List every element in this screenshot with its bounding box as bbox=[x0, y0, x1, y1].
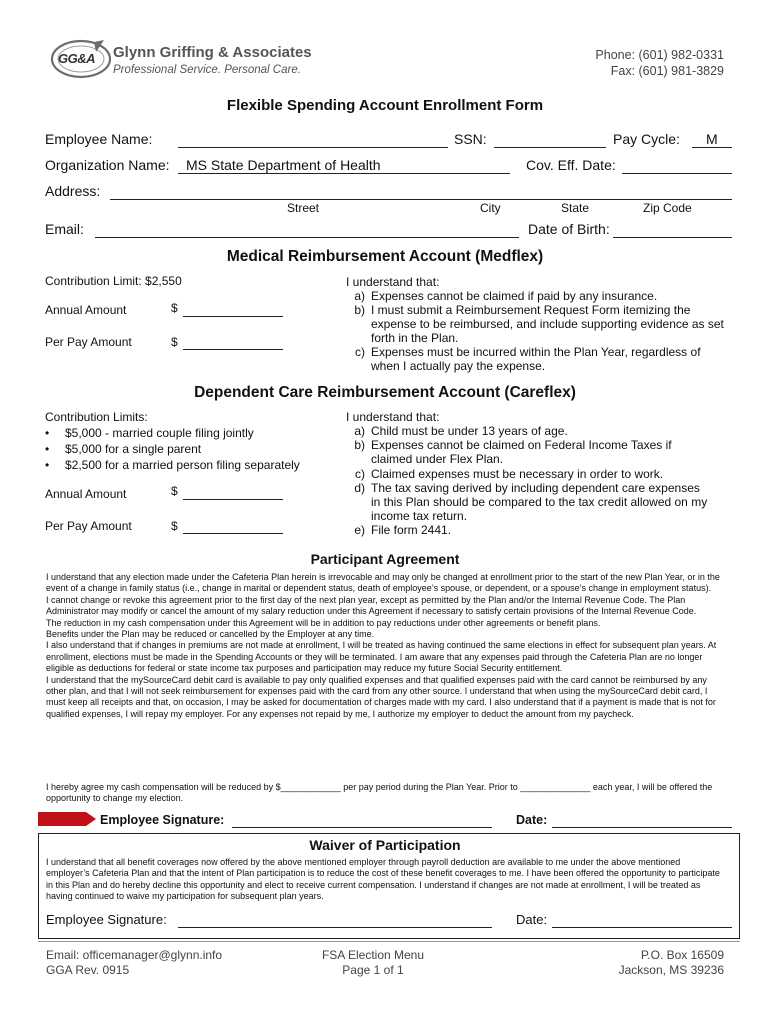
red-arrow-icon bbox=[38, 810, 98, 828]
medflex-contribution-limit: Contribution Limit: $2,550 bbox=[45, 274, 182, 288]
waiver-date-label: Date: bbox=[516, 912, 548, 927]
dob-field[interactable] bbox=[613, 237, 732, 238]
agreement-paragraph: Benefits under the Plan may be reduced or cancelled by the Employer at any time. bbox=[46, 629, 375, 640]
company-logo bbox=[50, 38, 112, 80]
company-fax: Fax: (601) 981-3829 bbox=[610, 64, 724, 78]
logo-monogram: GG&A bbox=[58, 51, 95, 66]
company-phone: Phone: (601) 982-0331 bbox=[595, 48, 724, 62]
list-label: a) bbox=[354, 289, 365, 303]
bullet-icon: • bbox=[45, 458, 50, 472]
careflex-perpay-dollar: $ bbox=[171, 519, 178, 533]
medflex-perpay-label: Per Pay Amount bbox=[45, 335, 132, 349]
list-label: e) bbox=[354, 523, 365, 537]
waiver-signature-field[interactable] bbox=[178, 927, 492, 928]
bullet-icon: • bbox=[45, 442, 50, 456]
footer-page: Page 1 of 1 bbox=[342, 963, 404, 977]
footer-menu: FSA Election Menu bbox=[321, 948, 425, 962]
waiver-date-field[interactable] bbox=[552, 927, 732, 928]
waiver-title: Waiver of Participation bbox=[309, 837, 461, 853]
careflex-title: Dependent Care Reimbursement Account (Careflex) bbox=[194, 384, 576, 401]
agreement-paragraph: The reduction in my cash compensation under this Agreement will be in addition to pay reductions under other agreements or benefit plans. bbox=[46, 617, 601, 628]
state-caption: State bbox=[561, 201, 590, 215]
agreement-paragraph: I understand that the mySourceCard debit card is available to pay only qualified expenses and that qualified expenses paid with the card cannot be reimbursed by any other plan, and that I will not seek reimbursement for expenses paid with the card from any other source. I understand that when using the mySourceCard debit card, I must keep all receipts and that, on occasion, I may be asked for documentation of charges made with my card. I also understand that if a payment is made that is not for qualified expenses, I will repay my employer. For any expenses not repaid by me, I authorize my employer to deduct the amount from my paycheck. bbox=[46, 674, 716, 719]
list-label: b) bbox=[354, 303, 365, 317]
list-text: I must submit a Reimbursement Request Form itemizing the expense to be reimbursed, and include supporting evidence as set forth in the Plan. bbox=[371, 303, 724, 345]
address-field[interactable] bbox=[110, 199, 732, 200]
list-text: Claimed expenses must be necessary in order to work. bbox=[371, 467, 664, 481]
cov-eff-date-field[interactable] bbox=[622, 173, 732, 174]
cov-eff-date-label: Cov. Eff. Date: bbox=[526, 157, 616, 173]
list-label: d) bbox=[354, 481, 365, 495]
careflex-limit-2 bbox=[45, 442, 201, 456]
agreement-body bbox=[46, 572, 724, 720]
city-caption: City bbox=[480, 201, 501, 215]
careflex-perpay-label: Per Pay Amount bbox=[45, 519, 132, 533]
limit-text: $5,000 - married couple filing jointly bbox=[65, 426, 254, 440]
careflex-annual-dollar: $ bbox=[171, 484, 178, 498]
address-label: Address: bbox=[45, 183, 101, 199]
form-title: Flexible Spending Account Enrollment Form bbox=[226, 97, 544, 114]
list-label: c) bbox=[355, 345, 365, 359]
list-text: File form 2441. bbox=[371, 523, 452, 537]
ssn-label: SSN: bbox=[454, 131, 487, 147]
pay-cycle-label: Pay Cycle: bbox=[613, 131, 680, 147]
careflex-understand: I understand that: bbox=[346, 410, 440, 424]
medflex-perpay-dollar: $ bbox=[171, 335, 178, 349]
agreement-paragraph: I also understand that if changes in premiums are not made at enrollment, I will be treated as having continued the same elections in effect for subsequent plan years. At enrollment, elections must be made in the Spending Accounts or they will be terminated. I am aware that any expenses paid through the Cafeteria Plan are no longer eligible as deductions for federal or state income tax purposes and participation may reduce my future Social Security entitlement. bbox=[46, 640, 717, 674]
medflex-annual-label: Annual Amount bbox=[45, 303, 127, 317]
dob-label: Date of Birth: bbox=[528, 221, 610, 237]
employee-signature-label: Employee Signature: bbox=[100, 813, 225, 827]
company-name: Glynn Griffing & Associates bbox=[113, 44, 312, 61]
footer-city: Jackson, MS 39236 bbox=[618, 963, 724, 977]
careflex-limits-label: Contribution Limits: bbox=[45, 410, 148, 424]
bullet-icon: • bbox=[45, 426, 50, 440]
agreement-title: Participant Agreement bbox=[310, 551, 460, 567]
list-text: Expenses cannot be claimed if paid by any insurance. bbox=[371, 289, 658, 303]
employee-name-label: Employee Name: bbox=[45, 131, 153, 147]
org-name-value: MS State Department of Health bbox=[186, 157, 381, 173]
ssn-field[interactable] bbox=[494, 147, 606, 148]
medflex-annual-dollar: $ bbox=[171, 301, 178, 315]
waiver-signature-label: Employee Signature: bbox=[46, 912, 167, 927]
org-name-label: Organization Name: bbox=[45, 157, 170, 173]
footer-email: Email: officemanager@glynn.info bbox=[46, 948, 223, 962]
list-text: Child must be under 13 years of age. bbox=[371, 424, 568, 438]
email-field[interactable] bbox=[95, 237, 519, 238]
footer-revision: GGA Rev. 0915 bbox=[46, 963, 130, 977]
list-text: Expenses cannot be claimed on Federal Income Taxes if claimed under Flex Plan. bbox=[371, 438, 672, 466]
agreement-reduction-text: I hereby agree my cash compensation will be reduced by $____________ per pay period during the Plan Year. Prior to ______________ each year, I will be offered the opportunity to change my election. bbox=[46, 782, 713, 804]
medflex-annual-field[interactable] bbox=[183, 316, 283, 317]
careflex-annual-field[interactable] bbox=[183, 499, 283, 500]
company-tagline: Professional Service. Personal Care. bbox=[113, 64, 301, 76]
list-label: c) bbox=[355, 467, 365, 481]
limit-text: $5,000 for a single parent bbox=[65, 442, 202, 456]
footer-divider bbox=[38, 941, 740, 942]
list-text: The tax saving derived by including dependent care expenses in this Plan should be compared to the tax credit allowed on my income tax return. bbox=[371, 481, 708, 523]
pay-cycle-field[interactable] bbox=[692, 147, 732, 148]
careflex-annual-label: Annual Amount bbox=[45, 487, 127, 501]
org-name-field[interactable] bbox=[178, 173, 510, 174]
careflex-limit-3 bbox=[45, 458, 300, 472]
signature-date-label: Date: bbox=[516, 813, 548, 827]
careflex-limit-1 bbox=[45, 426, 254, 440]
limit-text: $2,500 for a married person filing separately bbox=[65, 458, 300, 472]
list-label: a) bbox=[354, 424, 365, 438]
list-text: Expenses must be incurred within the Plan Year, regardless of when I actually pay the expense. bbox=[371, 345, 701, 373]
footer-po-box: P.O. Box 16509 bbox=[640, 948, 724, 962]
employee-signature-field[interactable] bbox=[232, 827, 492, 828]
agreement-paragraph: I cannot change or revoke this agreement prior to the first day of the next plan year, except as permitted by the Plan and/or the Internal Revenue Code. The Plan Administrator may modify or cancel the amount of my salary reduction under this Agreement if necessary to satisfy certain provisions of the Internal Revenue Code. bbox=[46, 594, 697, 617]
pay-cycle-value: M bbox=[706, 131, 718, 147]
medflex-understand: I understand that: bbox=[346, 275, 440, 289]
medflex-perpay-field[interactable] bbox=[183, 349, 283, 350]
medflex-title: Medical Reimbursement Account (Medflex) bbox=[226, 248, 544, 265]
agreement-paragraph: I understand that any election made under the Cafeteria Plan herein is irrevocable and may only be changed at enrollment prior to the start of the new Plan Year, or in the event of a change in family status (i.e., change in marital or dependent status, death of employee’s spouse, or dependent, or a spouse’s change in employment status). bbox=[46, 572, 720, 594]
employee-name-field[interactable] bbox=[178, 147, 448, 148]
zip-caption: Zip Code bbox=[643, 201, 692, 215]
waiver-text: I understand that all benefit coverages now offered by the above mentioned employer through payroll deduction are available to me under the above mentioned employer’s Cafeteria Plan and that the intent of Plan participation is to reduce the cost of these benefit coverages to me. I have been offered the opportunity to participate in this Plan and do hereby decline this opportunity and elect to receive current compensation. I understand if changes are not made at enrollment, I will be treated as having continued to waive my participation for subsequent plan years. bbox=[46, 857, 720, 902]
street-caption: Street bbox=[287, 201, 320, 215]
signature-date-field[interactable] bbox=[552, 827, 732, 828]
careflex-perpay-field[interactable] bbox=[183, 533, 283, 534]
email-label: Email: bbox=[45, 221, 84, 237]
list-label: b) bbox=[354, 438, 365, 452]
